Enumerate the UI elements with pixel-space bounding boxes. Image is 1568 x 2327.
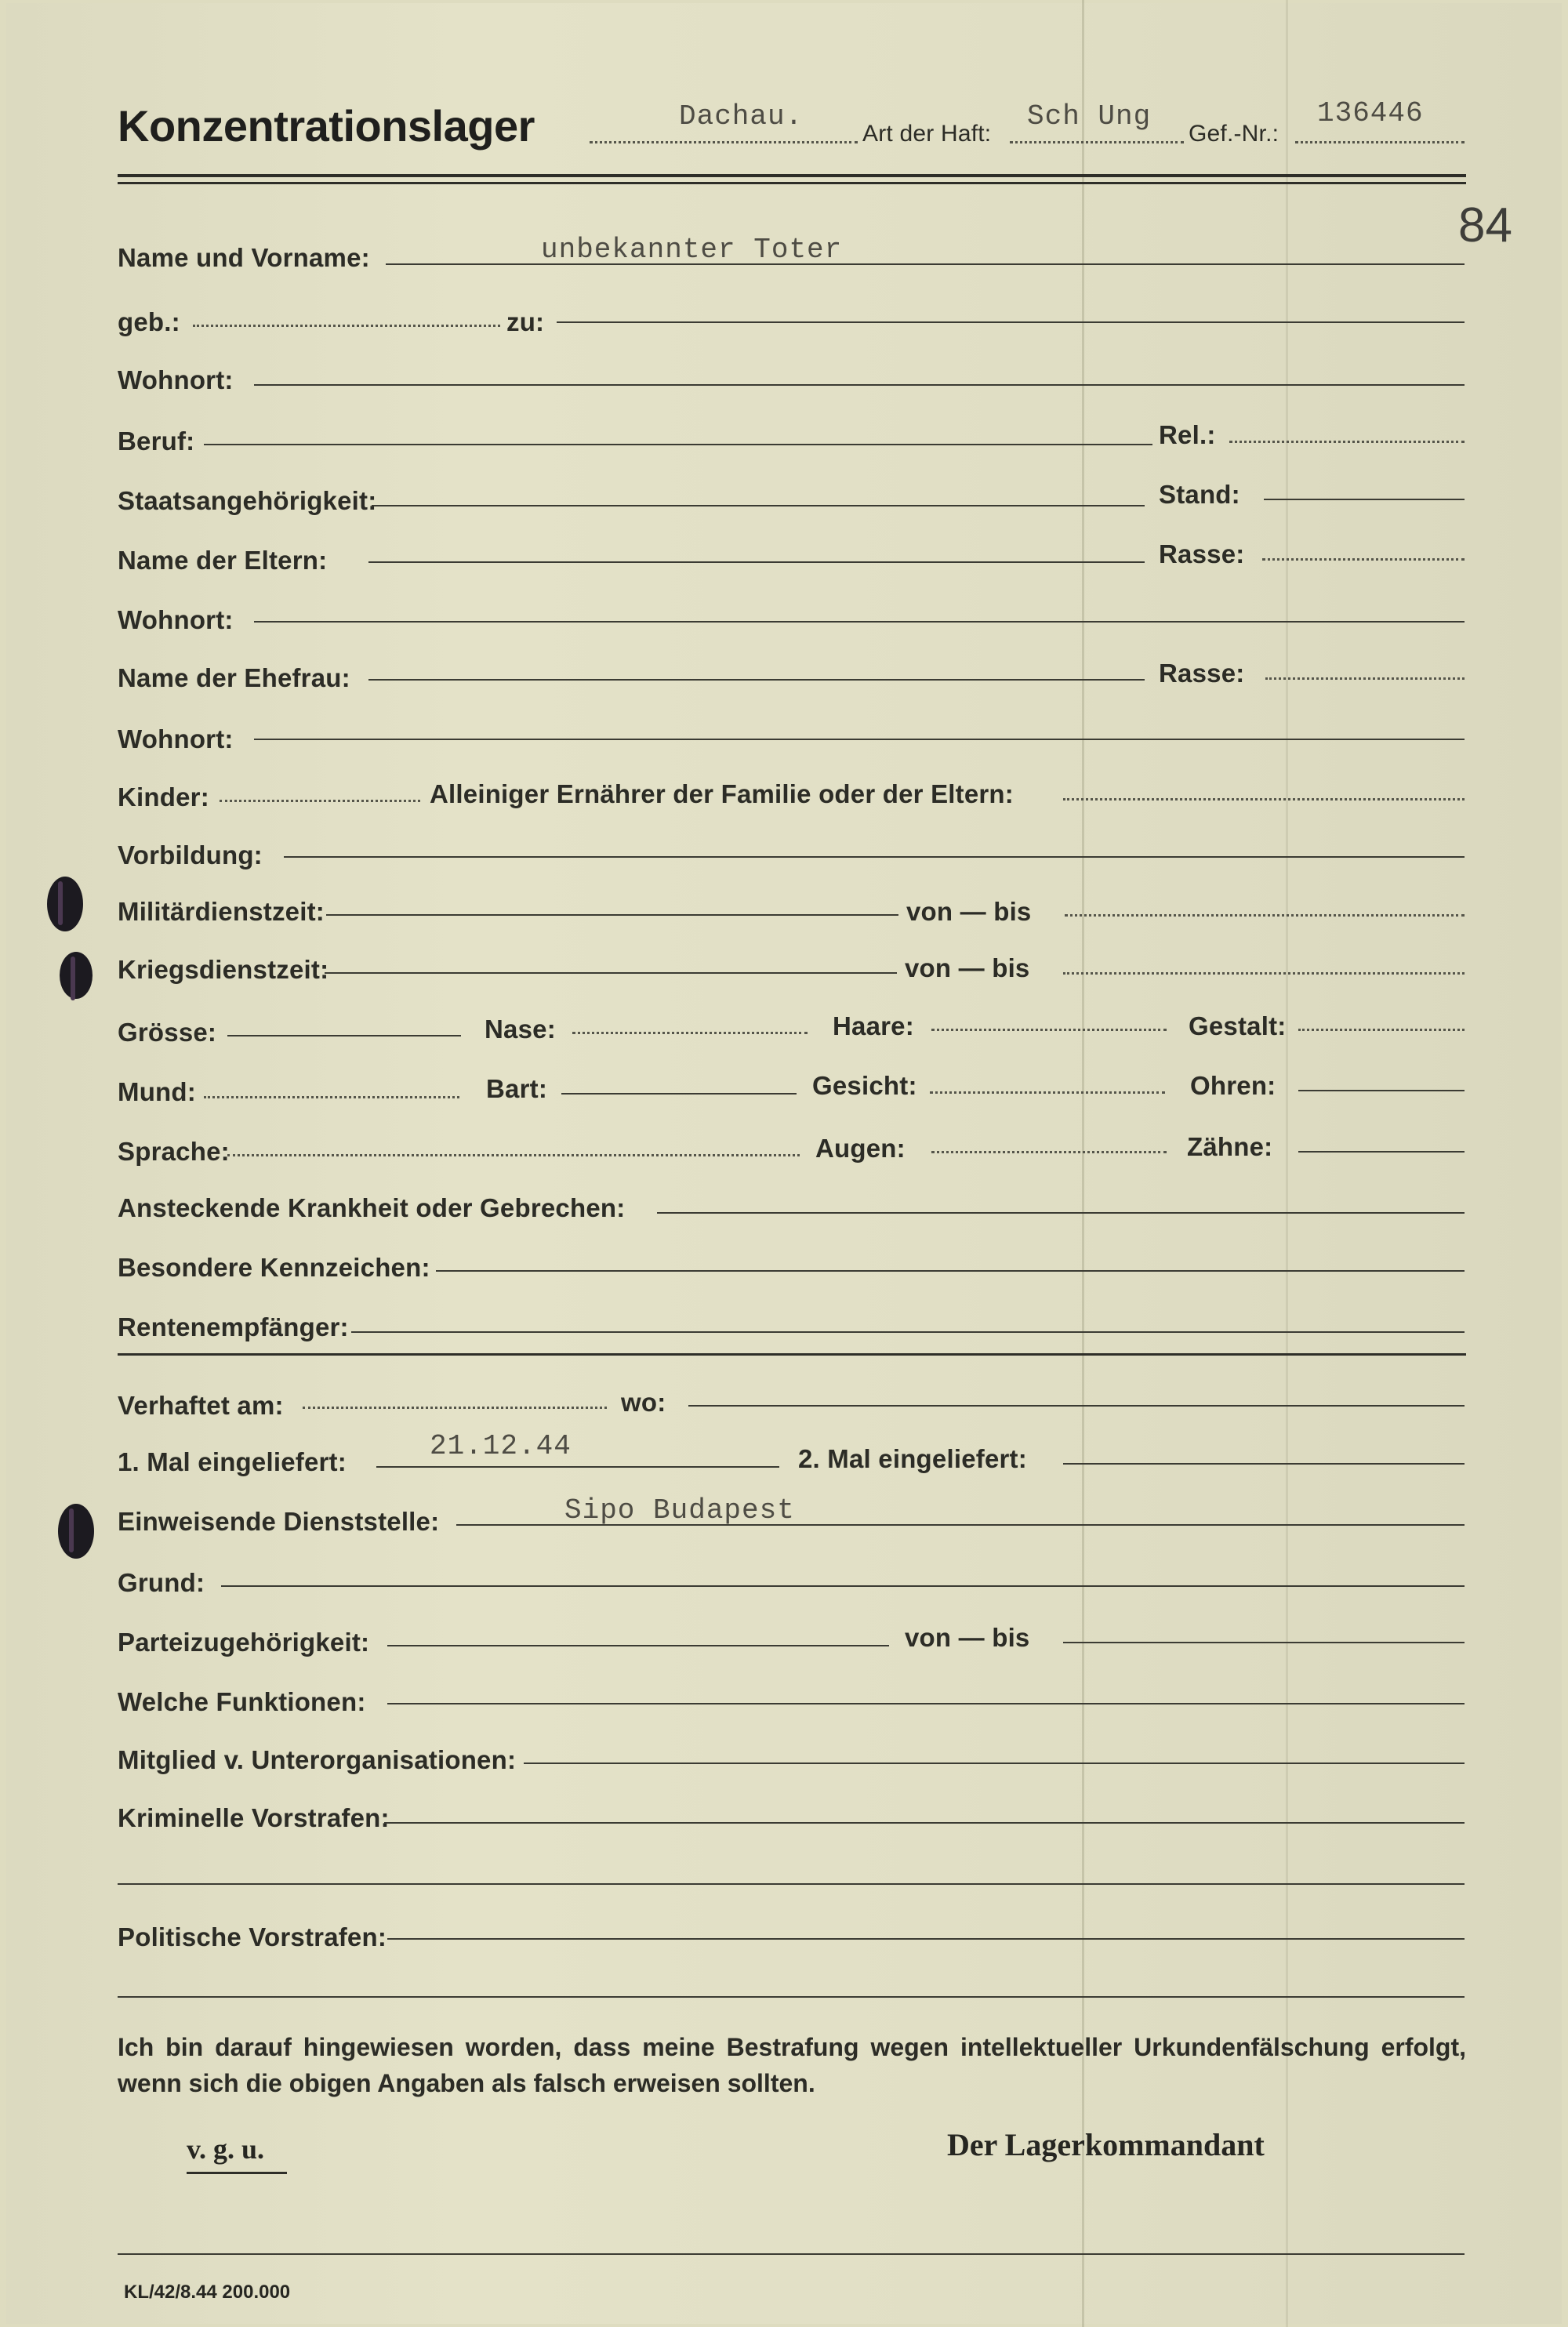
- rente-label: Rentenempfänger:: [118, 1312, 349, 1341]
- stand-line: [1264, 499, 1465, 500]
- rel-label: Rel.:: [1159, 420, 1216, 449]
- wohnort2-label: Wohnort:: [118, 605, 234, 634]
- krieg-von-bis: von — bis: [905, 953, 1030, 982]
- gesicht-line: [930, 1091, 1165, 1094]
- partei-line: [387, 1645, 889, 1646]
- paper-crease: [1082, 0, 1084, 2327]
- haare-line: [931, 1029, 1167, 1031]
- kinder-line: [220, 800, 420, 802]
- gef-line: [1295, 141, 1465, 143]
- kennzeichen-line: [436, 1270, 1465, 1272]
- groesse-label: Grösse:: [118, 1018, 217, 1047]
- vgu-underline: [187, 2172, 287, 2174]
- geb-line: [193, 325, 500, 327]
- partei-von-bis: von — bis: [905, 1623, 1030, 1652]
- art-line: [1010, 141, 1184, 143]
- dienststelle-label: Einweisende Dienststelle:: [118, 1507, 440, 1536]
- kinder-label: Kinder:: [118, 782, 209, 811]
- ernaehrer-label: Alleiniger Ernährer der Familie oder der Eltern:: [430, 779, 1014, 808]
- zu-label: zu:: [506, 307, 545, 336]
- wo-line: [688, 1405, 1465, 1407]
- augen-label: Augen:: [815, 1134, 906, 1163]
- mitglied-label: Mitglied v. Unterorganisationen:: [118, 1745, 517, 1774]
- krankheit-line: [657, 1212, 1465, 1214]
- militaer-label: Militärdienstzeit:: [118, 897, 325, 926]
- mal1-value[interactable]: 21.12.44: [430, 1430, 572, 1462]
- staat-label: Staatsangehörigkeit:: [118, 486, 377, 515]
- kennzeichen-label: Besondere Kennzeichen:: [118, 1253, 430, 1282]
- gef-value[interactable]: 136446: [1317, 97, 1424, 129]
- ohren-line: [1298, 1090, 1465, 1091]
- rasse-line: [1262, 558, 1465, 561]
- politisch-line: [387, 1938, 1465, 1940]
- kriminell-label: Kriminelle Vorstrafen:: [118, 1803, 390, 1832]
- form-title: Konzentrationslager: [118, 101, 535, 151]
- wohnort2-line: [254, 621, 1465, 623]
- bart-line: [561, 1093, 797, 1095]
- wo-label: wo:: [621, 1388, 666, 1417]
- zu-line: [557, 321, 1465, 323]
- krankheit-label: Ansteckende Krankheit oder Gebrechen:: [118, 1193, 626, 1222]
- page-number: 84: [1458, 198, 1512, 252]
- politisch-label: Politische Vorstrafen:: [118, 1922, 387, 1951]
- groesse-line: [227, 1035, 461, 1036]
- gef-label: Gef.-Nr.:: [1189, 121, 1279, 147]
- verhaftet-label: Verhaftet am:: [118, 1391, 284, 1420]
- declaration-text: Ich bin darauf hingewiesen worden, dass meine Bestrafung wegen intellektueller Urkundenfälschung erfolgt, wenn sich die obigen Angaben als falsch erweisen sollten.: [118, 2033, 1466, 2097]
- grund-line: [221, 1585, 1465, 1587]
- form-code: KL/42/8.44 200.000: [124, 2282, 291, 2303]
- form-sheet: [6, 3, 1562, 2324]
- geb-label: geb.:: [118, 307, 180, 336]
- section-rule: [118, 1353, 1466, 1356]
- wohnort3-line: [254, 739, 1465, 740]
- kriminell-line: [384, 1822, 1465, 1824]
- verhaftet-line: [303, 1407, 607, 1409]
- paper-crease: [1286, 0, 1288, 2327]
- mal2-line: [1063, 1463, 1465, 1465]
- funktionen-label: Welche Funktionen:: [118, 1687, 366, 1716]
- rel-line: [1229, 441, 1465, 443]
- rasse2-line: [1265, 677, 1465, 680]
- vgu-mark: v. g. u.: [187, 2133, 265, 2165]
- zaehne-label: Zähne:: [1187, 1132, 1273, 1161]
- mitglied-line: [524, 1762, 1465, 1764]
- nase-line: [572, 1032, 808, 1034]
- gestalt-label: Gestalt:: [1189, 1011, 1287, 1040]
- name-value[interactable]: unbekannter Toter: [541, 234, 843, 266]
- commandant-label: Der Lagerkommandant: [947, 2127, 1265, 2162]
- haare-label: Haare:: [833, 1011, 914, 1040]
- funktionen-line: [387, 1703, 1465, 1704]
- header-rule: [118, 174, 1466, 177]
- header-rule: [118, 182, 1466, 184]
- wohnort3-label: Wohnort:: [118, 724, 234, 753]
- mal1-label: 1. Mal eingeliefert:: [118, 1447, 347, 1476]
- name-label: Name und Vorname:: [118, 243, 370, 272]
- dienststelle-value[interactable]: Sipo Budapest: [564, 1494, 795, 1527]
- ehefrau-line: [368, 679, 1145, 681]
- art-value[interactable]: Sch Ung: [1027, 100, 1152, 133]
- punch-hole: [47, 877, 83, 931]
- mund-line: [204, 1096, 459, 1098]
- kriminell-line-2: [118, 1883, 1465, 1885]
- wohnort-line: [254, 384, 1465, 386]
- krieg-line: [325, 972, 897, 974]
- ernaehrer-line: [1063, 798, 1465, 800]
- zaehne-line: [1298, 1151, 1465, 1153]
- rasse2-label: Rasse:: [1159, 659, 1245, 688]
- militaer-von-bis: von — bis: [906, 897, 1032, 926]
- art-label: Art der Haft:: [862, 121, 992, 147]
- bottom-rule: [118, 2253, 1465, 2255]
- rasse-label: Rasse:: [1159, 539, 1245, 568]
- grund-label: Grund:: [118, 1568, 205, 1597]
- sprache-line: [227, 1154, 800, 1156]
- beruf-line: [204, 444, 1152, 445]
- krieg-bis-line: [1063, 972, 1465, 975]
- vorbildung-line: [284, 856, 1465, 858]
- beruf-label: Beruf:: [118, 427, 195, 456]
- mal1-line: [376, 1466, 779, 1468]
- camp-line: [590, 141, 858, 143]
- ohren-label: Ohren:: [1190, 1071, 1276, 1100]
- eltern-line: [368, 561, 1145, 563]
- militaer-line: [326, 914, 898, 916]
- eltern-label: Name der Eltern:: [118, 546, 328, 575]
- politisch-line-2: [118, 1996, 1465, 1998]
- ehefrau-label: Name der Ehefrau:: [118, 663, 350, 692]
- bart-label: Bart:: [486, 1074, 548, 1103]
- rente-line: [351, 1331, 1465, 1333]
- punch-hole: [58, 1504, 94, 1559]
- staat-line: [372, 505, 1145, 506]
- mal2-label: 2. Mal eingeliefert:: [798, 1444, 1027, 1473]
- stand-label: Stand:: [1159, 480, 1240, 509]
- partei-bis-line: [1063, 1642, 1465, 1643]
- gesicht-label: Gesicht:: [812, 1071, 917, 1100]
- mund-label: Mund:: [118, 1077, 196, 1106]
- vorbildung-label: Vorbildung:: [118, 840, 263, 869]
- wohnort-label: Wohnort:: [118, 365, 234, 394]
- krieg-label: Kriegsdienstzeit:: [118, 955, 329, 984]
- sprache-label: Sprache:: [118, 1137, 230, 1166]
- partei-label: Parteizugehörigkeit:: [118, 1628, 370, 1657]
- nase-label: Nase:: [485, 1015, 556, 1044]
- militaer-bis-line: [1065, 914, 1465, 917]
- punch-hole: [60, 952, 93, 999]
- augen-line: [931, 1151, 1167, 1153]
- camp-value[interactable]: Dachau.: [679, 100, 804, 133]
- gestalt-line: [1298, 1029, 1465, 1031]
